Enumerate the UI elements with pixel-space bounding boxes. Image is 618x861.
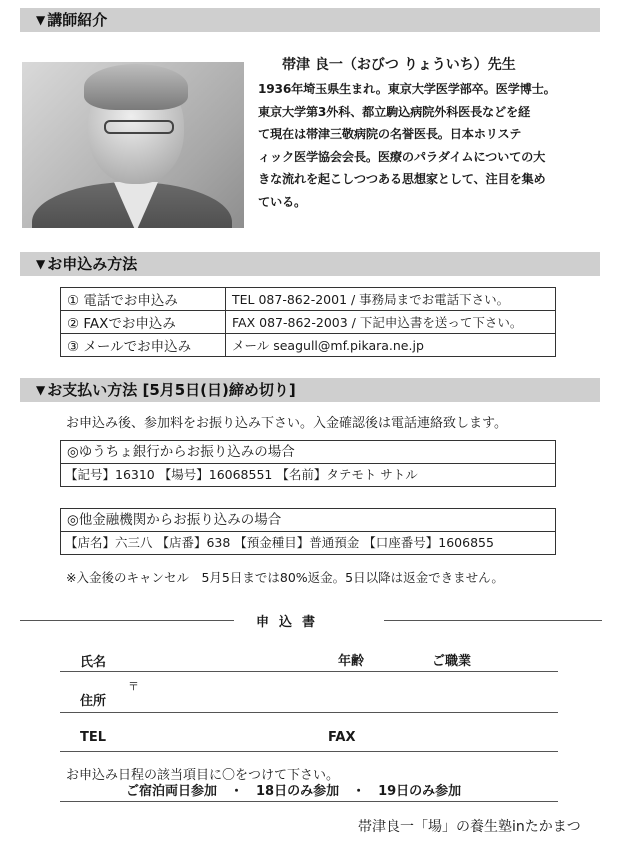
payment-notice: お申込み後、参加料をお振り込み下さい。入金確認後は電話連絡致します。 — [66, 416, 507, 431]
instructor-bio: 1936年埼玉県生まれ。東京大学医学部卒。医学博士。 東京大学第3外科、都立駒込病院外科医長などを経 て現在は帯津三敬病院の名誉医長。日本ホリステ ィック医学協会会長。医療のパラダイムについての大 きな流れを起こしつつある思想家として、注目を集め ている。 — [258, 82, 556, 209]
name-field-line[interactable] — [60, 671, 558, 672]
schedule-instruction: お申込み日程の該当項目に〇をつけて下さい。 — [66, 768, 340, 783]
apply-detail-fax: FAX 087-862-2003 / 下記申込書を送って下さい。 — [226, 311, 556, 334]
apply-method-phone: ① 電話でお申込み — [61, 288, 226, 311]
table-row — [61, 311, 556, 334]
triangle-down-icon: ▼ — [36, 13, 46, 27]
other-bank-title: ◎他金融機関からお振り込みの場合 — [61, 509, 555, 532]
footer-organizer: 帯津良一「場」の養生塾inたかまつ — [358, 819, 581, 835]
instructor-name: 帯津 良一（おびつ りょういち）先生 — [282, 57, 516, 73]
section-title: 講師紹介 — [47, 11, 108, 29]
postal-mark: 〒 — [128, 680, 139, 693]
table-row — [61, 288, 556, 311]
tel-label: TEL — [80, 730, 107, 745]
name-label: 氏名 — [80, 655, 107, 670]
table-row — [61, 334, 556, 357]
occupation-label: ご職業 — [432, 654, 472, 669]
schedule-options[interactable]: ご宿泊両日参加 ・ 18日のみ参加 ・ 19日のみ参加 — [126, 784, 462, 799]
apply-detail-phone: TEL 087-862-2001 / 事務局までお電話下さい。 — [226, 288, 556, 311]
triangle-down-icon: ▼ — [36, 383, 46, 397]
section-header-apply — [20, 252, 600, 276]
address-label: 住所 — [80, 694, 107, 709]
apply-detail-mail: メール seagull@mf.pikara.ne.jp — [226, 334, 556, 357]
section-title: お申込み方法 — [47, 255, 138, 273]
other-bank-detail: 【店名】六三八 【店番】638 【預金種目】普通預金 【口座番号】1606855 — [65, 535, 494, 550]
age-label: 年齢 — [338, 654, 365, 669]
divider — [384, 620, 602, 621]
section-header-instructor — [20, 8, 600, 32]
address-field-line[interactable] — [60, 712, 558, 713]
section-header-payment — [20, 378, 600, 402]
divider — [20, 620, 234, 621]
yucho-box — [60, 440, 556, 487]
apply-methods-table — [60, 287, 556, 357]
apply-method-mail: ③ メールでお申込み — [61, 334, 226, 357]
yucho-detail: 【記号】16310 【場号】16068551 【名前】タテモト サトル — [65, 467, 418, 482]
section-title: お支払い方法 [5月5日(日)締め切り] — [47, 381, 296, 399]
apply-method-fax: ② FAXでお申込み — [61, 311, 226, 334]
instructor-photo — [22, 62, 244, 228]
yucho-title: ◎ゆうちょ銀行からお振り込みの場合 — [61, 441, 555, 464]
tel-fax-field-line[interactable] — [60, 751, 558, 752]
cancel-policy: ※入金後のキャンセル 5月5日までは80%返金。5日以降は返金できません。 — [66, 570, 504, 585]
divider — [60, 801, 558, 802]
fax-label: FAX — [328, 730, 356, 745]
form-title: 申込書 — [256, 615, 326, 630]
other-bank-box — [60, 508, 556, 555]
triangle-down-icon: ▼ — [36, 257, 46, 271]
